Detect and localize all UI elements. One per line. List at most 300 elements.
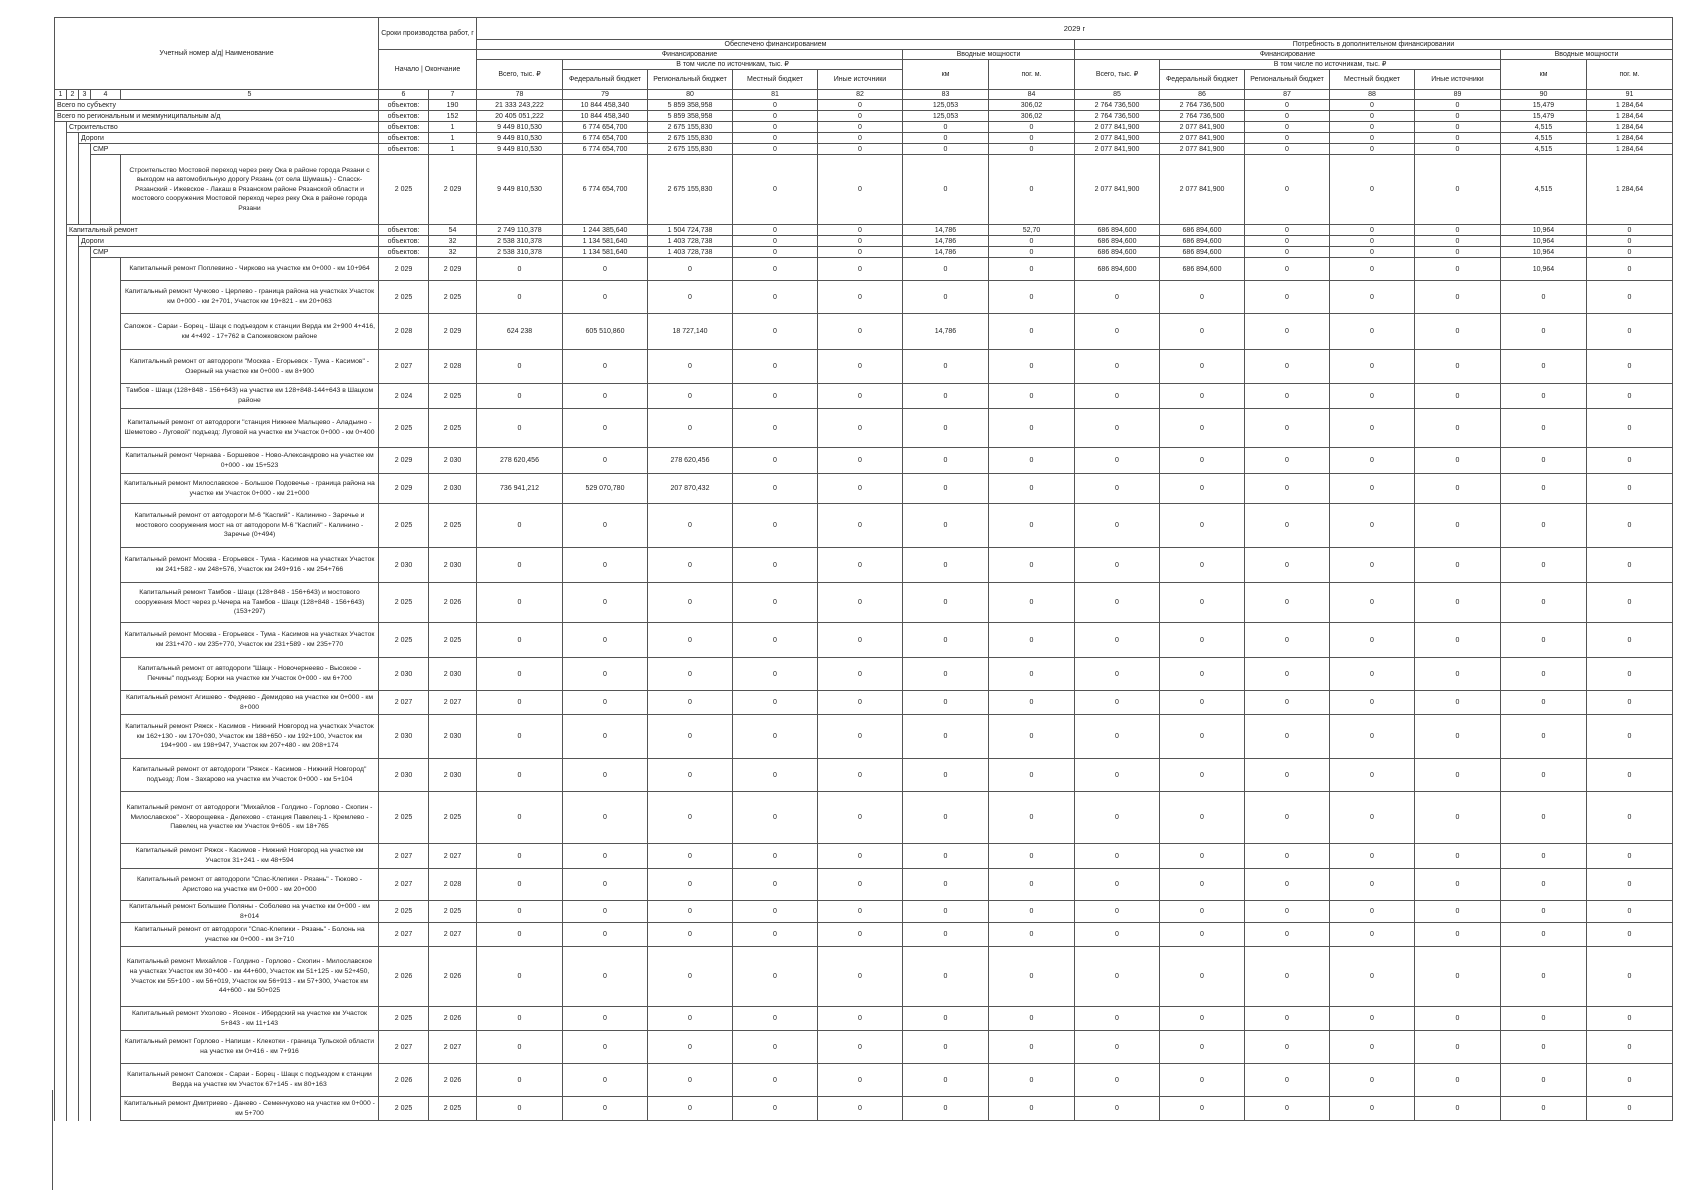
header-federal: Федеральный бюджет	[563, 70, 648, 90]
header-mestny: Местный бюджет	[1330, 70, 1415, 90]
value-cell: 0	[989, 1007, 1075, 1031]
indent-cell	[67, 1007, 79, 1031]
value-cell: 0	[1330, 715, 1415, 759]
value-cell: 0	[563, 448, 648, 474]
header-pog-m-2: пог. м.	[1587, 60, 1673, 90]
value-cell: 0	[1501, 691, 1587, 715]
column-number: 5	[121, 90, 379, 100]
value-cell: 0	[1330, 225, 1415, 236]
value-cell: 5 859 358,958	[648, 111, 733, 122]
group-label: Дороги	[79, 133, 379, 144]
value-cell: 0	[477, 901, 563, 923]
indent-cell	[67, 844, 79, 869]
value-cell: 0	[1075, 474, 1160, 504]
value-cell: 9 449 810,530	[477, 144, 563, 155]
financing-table	[54, 17, 1673, 1121]
value-cell: 14,786	[903, 314, 989, 350]
value-cell: 0	[1415, 281, 1501, 314]
value-cell: 0	[733, 144, 818, 155]
value-cell: 0	[1415, 715, 1501, 759]
table-row	[55, 1007, 1673, 1031]
start-year: 2 030	[379, 759, 429, 792]
value-cell: 2 538 310,378	[477, 247, 563, 258]
end-year: 2 025	[429, 792, 477, 844]
indent-cell	[79, 409, 91, 448]
value-cell: 0	[563, 409, 648, 448]
indent-cell	[79, 1097, 91, 1121]
value-cell: 0	[1245, 923, 1330, 947]
value-cell: 0	[1415, 691, 1501, 715]
value-cell: 0	[563, 1031, 648, 1064]
value-cell: 0	[818, 225, 903, 236]
header-potrebnost: Потребность в дополнительном финансировании	[1075, 40, 1673, 50]
indent-cell	[79, 504, 91, 548]
value-cell: 0	[1245, 792, 1330, 844]
table-row	[55, 901, 1673, 923]
value-cell: 686 894,600	[1160, 258, 1245, 281]
indent-cell	[79, 623, 91, 658]
value-cell: 0	[989, 474, 1075, 504]
value-cell: 1 284,64	[1587, 144, 1673, 155]
value-cell: 0	[1245, 869, 1330, 901]
value-cell: 0	[1075, 947, 1160, 1007]
value-cell: 0	[648, 691, 733, 715]
indent-cell	[91, 384, 121, 409]
object-count: 1	[429, 122, 477, 133]
value-cell: 0	[1415, 133, 1501, 144]
value-cell: 2 675 155,830	[648, 133, 733, 144]
value-cell: 0	[477, 792, 563, 844]
value-cell: 0	[733, 869, 818, 901]
value-cell: 0	[1245, 583, 1330, 623]
value-cell: 14,786	[903, 247, 989, 258]
value-cell: 0	[1330, 314, 1415, 350]
object-name: Тамбов - Шацк (128+848 - 156+643) на участке км 128+848-144+643 в Шацком районе	[121, 384, 379, 409]
value-cell: 2 675 155,830	[648, 155, 733, 225]
object-count: 1	[429, 144, 477, 155]
value-cell: 0	[1501, 901, 1587, 923]
indent-cell	[91, 583, 121, 623]
value-cell: 0	[733, 623, 818, 658]
value-cell: 0	[1415, 350, 1501, 384]
column-number: 82	[818, 90, 903, 100]
indent-cell	[79, 947, 91, 1007]
value-cell: 0	[563, 715, 648, 759]
indent-cell	[91, 350, 121, 384]
value-cell: 0	[733, 504, 818, 548]
value-cell: 0	[1415, 1064, 1501, 1097]
value-cell: 0	[1160, 281, 1245, 314]
indent-cell	[91, 923, 121, 947]
value-cell: 0	[1330, 100, 1415, 111]
end-year: 2 025	[429, 1097, 477, 1121]
object-name: Сапожок - Сараи - Борец - Шацк с подъездом к станции Верда км 2+900 4+416, км 4+492 - 17+762 в Сапожковском районе	[121, 314, 379, 350]
object-name: Капитальный ремонт от автодороги "Москва - Егорьевск - Тума - Касимов" - Озерный на участке км 0+000 - км 8+900	[121, 350, 379, 384]
value-cell: 0	[989, 844, 1075, 869]
table-row	[55, 448, 1673, 474]
value-cell: 0	[1160, 350, 1245, 384]
indent-cell	[91, 504, 121, 548]
indent-cell	[67, 623, 79, 658]
indent-cell	[79, 901, 91, 923]
value-cell: 0	[818, 1031, 903, 1064]
value-cell: 686 894,600	[1075, 225, 1160, 236]
value-cell: 0	[1245, 901, 1330, 923]
value-cell: 0	[733, 548, 818, 583]
indent-cell	[67, 258, 79, 281]
value-cell: 0	[989, 583, 1075, 623]
value-cell: 0	[648, 869, 733, 901]
object-name: Капитальный ремонт Агишево - Федяево - Демидово на участке км 0+000 - км 8+000	[121, 691, 379, 715]
value-cell: 0	[733, 236, 818, 247]
value-cell: 0	[563, 258, 648, 281]
value-cell: 0	[1245, 281, 1330, 314]
end-year: 2 026	[429, 583, 477, 623]
end-year: 2 027	[429, 1031, 477, 1064]
value-cell: 0	[1415, 623, 1501, 658]
value-cell: 0	[903, 122, 989, 133]
value-cell: 0	[1587, 281, 1673, 314]
value-cell: 1 284,64	[1587, 133, 1673, 144]
value-cell: 0	[989, 715, 1075, 759]
indent-cell	[67, 350, 79, 384]
start-year: 2 025	[379, 583, 429, 623]
indent-cell	[91, 548, 121, 583]
value-cell: 2 077 841,900	[1160, 155, 1245, 225]
value-cell: 0	[477, 869, 563, 901]
value-cell: 0	[1415, 548, 1501, 583]
value-cell: 0	[648, 715, 733, 759]
value-cell: 2 077 841,900	[1160, 122, 1245, 133]
indent-cell	[79, 1007, 91, 1031]
value-cell: 0	[1245, 144, 1330, 155]
value-cell: 0	[648, 923, 733, 947]
indent-cell	[67, 144, 79, 155]
value-cell: 0	[1160, 314, 1245, 350]
indent-cell	[55, 623, 67, 658]
value-cell: 0	[563, 1007, 648, 1031]
value-cell: 0	[1330, 111, 1415, 122]
value-cell: 0	[733, 225, 818, 236]
value-cell: 0	[1330, 1064, 1415, 1097]
indent-cell	[67, 1064, 79, 1097]
value-cell: 0	[563, 548, 648, 583]
value-cell: 0	[1415, 144, 1501, 155]
start-year: 2 027	[379, 350, 429, 384]
value-cell: 0	[1415, 901, 1501, 923]
value-cell: 0	[1245, 844, 1330, 869]
value-cell: 0	[1415, 1097, 1501, 1121]
object-name: Капитальный ремонт от автодороги М-6 "Каспий" - Калинино - Заречье и мостового сооружения мост на от автодороги М-6 "Каспий" - Калинино - Заречье (0+494)	[121, 504, 379, 548]
value-cell: 0	[1415, 844, 1501, 869]
value-cell: 0	[1160, 504, 1245, 548]
value-cell: 0	[989, 504, 1075, 548]
object-name: Капитальный ремонт Ухолово - Ясенок - Ибердский на участке км Участок 5+843 - км 11+143	[121, 1007, 379, 1031]
value-cell: 0	[648, 384, 733, 409]
value-cell: 0	[1160, 1064, 1245, 1097]
value-cell: 0	[1587, 548, 1673, 583]
value-cell: 0	[563, 384, 648, 409]
value-cell: 0	[1587, 923, 1673, 947]
value-cell: 9 449 810,530	[477, 122, 563, 133]
table-row	[55, 281, 1673, 314]
value-cell: 0	[1415, 504, 1501, 548]
value-cell: 0	[1587, 583, 1673, 623]
value-cell: 0	[1415, 658, 1501, 691]
value-cell: 0	[1245, 474, 1330, 504]
value-cell: 0	[903, 144, 989, 155]
value-cell: 0	[903, 658, 989, 691]
table-row	[55, 504, 1673, 548]
value-cell: 0	[648, 947, 733, 1007]
indent-cell	[91, 658, 121, 691]
value-cell: 0	[1587, 901, 1673, 923]
value-cell: 0	[1415, 759, 1501, 792]
value-cell: 4,515	[1501, 144, 1587, 155]
value-cell: 0	[989, 869, 1075, 901]
value-cell: 0	[1587, 1064, 1673, 1097]
value-cell: 0	[1330, 236, 1415, 247]
value-cell: 0	[989, 448, 1075, 474]
header-vsego-2: Всего, тыс. ₽	[1075, 60, 1160, 90]
value-cell: 2 077 841,900	[1075, 155, 1160, 225]
header-inye: Иные источники	[1415, 70, 1501, 90]
value-cell: 207 870,432	[648, 474, 733, 504]
value-cell: 0	[477, 691, 563, 715]
value-cell: 605 510,860	[563, 314, 648, 350]
indent-cell	[67, 548, 79, 583]
value-cell: 0	[1245, 623, 1330, 658]
value-cell: 1 403 728,738	[648, 247, 733, 258]
value-cell: 0	[1415, 448, 1501, 474]
value-cell: 0	[818, 474, 903, 504]
value-cell: 0	[1245, 384, 1330, 409]
value-cell: 0	[1587, 1007, 1673, 1031]
indent-cell	[91, 623, 121, 658]
value-cell: 0	[903, 691, 989, 715]
indent-cell	[79, 869, 91, 901]
column-number: 78	[477, 90, 563, 100]
value-cell: 52,70	[989, 225, 1075, 236]
value-cell: 0	[1075, 314, 1160, 350]
value-cell: 0	[903, 133, 989, 144]
value-cell: 0	[989, 247, 1075, 258]
value-cell: 0	[1330, 247, 1415, 258]
value-cell: 2 764 736,500	[1075, 111, 1160, 122]
header-km-2: км	[1501, 60, 1587, 90]
indent-cell	[91, 1007, 121, 1031]
indent-cell	[67, 1031, 79, 1064]
value-cell: 0	[989, 133, 1075, 144]
value-cell: 278 620,456	[648, 448, 733, 474]
value-cell: 0	[1330, 901, 1415, 923]
value-cell: 0	[1501, 1007, 1587, 1031]
value-cell: 0	[648, 281, 733, 314]
indent-cell	[67, 247, 79, 258]
value-cell: 0	[1587, 869, 1673, 901]
value-cell: 0	[1501, 281, 1587, 314]
value-cell: 0	[818, 869, 903, 901]
start-year: 2 027	[379, 844, 429, 869]
end-year: 2 025	[429, 623, 477, 658]
table-row	[55, 548, 1673, 583]
object-name: Строительство Мостовой переход через реку Ока в районе города Рязани с выходом на автомобильную дорогу Рязань (от села Шумашь) - Спасск-Рязанский - Ижевское - Лакаш в Рязанском районе Рязанской области и мостового сооружения Мостовой переход через реку Ока в районе города Рязани	[121, 155, 379, 225]
start-year: 2 025	[379, 901, 429, 923]
start-year: 2 025	[379, 1097, 429, 1121]
value-cell: 0	[1415, 247, 1501, 258]
value-cell: 0	[903, 1064, 989, 1097]
table-row	[55, 258, 1673, 281]
object-count: 32	[429, 236, 477, 247]
value-cell: 0	[1587, 1097, 1673, 1121]
header-inye: Иные источники	[818, 70, 903, 90]
indent-cell	[67, 715, 79, 759]
value-cell: 0	[818, 247, 903, 258]
value-cell: 0	[818, 384, 903, 409]
start-year: 2 027	[379, 691, 429, 715]
indent-cell	[55, 947, 67, 1007]
end-year: 2 025	[429, 901, 477, 923]
value-cell: 0	[648, 901, 733, 923]
value-cell: 0	[1245, 350, 1330, 384]
indent-cell	[91, 869, 121, 901]
start-year: 2 030	[379, 548, 429, 583]
value-cell: 0	[1330, 869, 1415, 901]
value-cell: 0	[1501, 384, 1587, 409]
column-number: 88	[1330, 90, 1415, 100]
value-cell: 0	[903, 350, 989, 384]
value-cell: 0	[733, 1007, 818, 1031]
start-year: 2 030	[379, 658, 429, 691]
value-cell: 0	[818, 691, 903, 715]
value-cell: 0	[477, 1031, 563, 1064]
value-cell: 0	[477, 409, 563, 448]
value-cell: 0	[733, 247, 818, 258]
value-cell: 0	[477, 384, 563, 409]
value-cell: 0	[1075, 759, 1160, 792]
value-cell: 10 844 458,340	[563, 111, 648, 122]
value-cell: 0	[1587, 258, 1673, 281]
start-year: 2 025	[379, 1007, 429, 1031]
group-label: Всего по субъекту	[55, 100, 379, 111]
start-year: 2 027	[379, 869, 429, 901]
value-cell: 0	[1415, 474, 1501, 504]
value-cell: 0	[733, 658, 818, 691]
value-cell: 0	[1245, 691, 1330, 715]
object-name: Капитальный ремонт Дмитриево - Данево - Семенчуково на участке км 0+000 - км 5+700	[121, 1097, 379, 1121]
value-cell: 0	[563, 658, 648, 691]
value-cell: 0	[1160, 548, 1245, 583]
indent-cell	[55, 350, 67, 384]
value-cell: 0	[1587, 474, 1673, 504]
value-cell: 0	[1415, 923, 1501, 947]
indent-cell	[55, 844, 67, 869]
value-cell: 0	[818, 409, 903, 448]
value-cell: 0	[1075, 281, 1160, 314]
value-cell: 0	[818, 792, 903, 844]
value-cell: 0	[1245, 1097, 1330, 1121]
table-row	[55, 409, 1673, 448]
value-cell: 0	[1501, 947, 1587, 1007]
value-cell: 0	[818, 448, 903, 474]
value-cell: 0	[1415, 258, 1501, 281]
start-year: 2 025	[379, 281, 429, 314]
value-cell: 0	[1245, 548, 1330, 583]
indent-cell	[79, 384, 91, 409]
object-name: Капитальный ремонт от автодороги "Спас-Клепики - Рязань" - Болонь на участке км 0+000 - км 3+710	[121, 923, 379, 947]
value-cell: 0	[733, 1097, 818, 1121]
header-v-tom-chisle-2: В том числе по источникам, тыс. ₽	[1160, 60, 1501, 70]
object-name: Капитальный ремонт от автодороги "Ряжск - Касимов - Нижний Новгород" подъезд: Лом - Захарово на участке км Участок 0+000 - км 5+104	[121, 759, 379, 792]
indent-cell	[55, 1007, 67, 1031]
value-cell: 0	[648, 1007, 733, 1031]
table-row	[55, 350, 1673, 384]
unit-label: объектов:	[379, 225, 429, 236]
value-cell: 125,053	[903, 111, 989, 122]
value-cell: 0	[1587, 1031, 1673, 1064]
indent-cell	[67, 691, 79, 715]
value-cell: 0	[1330, 350, 1415, 384]
value-cell: 0	[1330, 583, 1415, 623]
end-year: 2 030	[429, 448, 477, 474]
header-obespecheno: Обеспечено финансированием	[477, 40, 1075, 50]
value-cell: 4,515	[1501, 155, 1587, 225]
group-label: Всего по региональным и межмуниципальным а/д	[55, 111, 379, 122]
object-name: Капитальный ремонт от автодороги "станция Нижнее Мальцево - Аладьино - Шеметово - Луговой" подъезд: Луговой на участке км Участок 0+000 - км 0+400	[121, 409, 379, 448]
table-row	[55, 691, 1673, 715]
value-cell: 0	[477, 583, 563, 623]
value-cell: 2 675 155,830	[648, 122, 733, 133]
column-number: 91	[1587, 90, 1673, 100]
column-number: 80	[648, 90, 733, 100]
value-cell: 0	[1330, 258, 1415, 281]
table-row	[55, 247, 1673, 258]
value-cell: 0	[733, 792, 818, 844]
indent-cell	[55, 281, 67, 314]
value-cell: 0	[1501, 1031, 1587, 1064]
value-cell: 0	[818, 623, 903, 658]
value-cell: 0	[1330, 792, 1415, 844]
indent-cell	[79, 658, 91, 691]
value-cell: 686 894,600	[1160, 225, 1245, 236]
value-cell: 125,053	[903, 100, 989, 111]
value-cell: 0	[648, 759, 733, 792]
indent-cell	[55, 144, 67, 155]
value-cell: 0	[733, 155, 818, 225]
value-cell: 0	[903, 923, 989, 947]
object-name: Капитальный ремонт Ряжск - Касимов - Нижний Новгород на участке км Участок 31+241 - км 48+594	[121, 844, 379, 869]
value-cell: 0	[903, 844, 989, 869]
value-cell: 1 403 728,738	[648, 236, 733, 247]
table-row	[55, 100, 1673, 111]
indent-cell	[79, 923, 91, 947]
indent-cell	[55, 314, 67, 350]
unit-label: объектов:	[379, 122, 429, 133]
indent-cell	[79, 1031, 91, 1064]
value-cell: 0	[648, 548, 733, 583]
value-cell: 0	[563, 583, 648, 623]
value-cell: 0	[818, 350, 903, 384]
value-cell: 0	[1330, 947, 1415, 1007]
start-year: 2 026	[379, 947, 429, 1007]
indent-cell	[55, 247, 67, 258]
value-cell: 0	[1330, 1097, 1415, 1121]
indent-cell	[55, 1097, 67, 1121]
value-cell: 0	[903, 715, 989, 759]
value-cell: 0	[648, 1097, 733, 1121]
value-cell: 0	[1330, 759, 1415, 792]
value-cell: 0	[818, 548, 903, 583]
